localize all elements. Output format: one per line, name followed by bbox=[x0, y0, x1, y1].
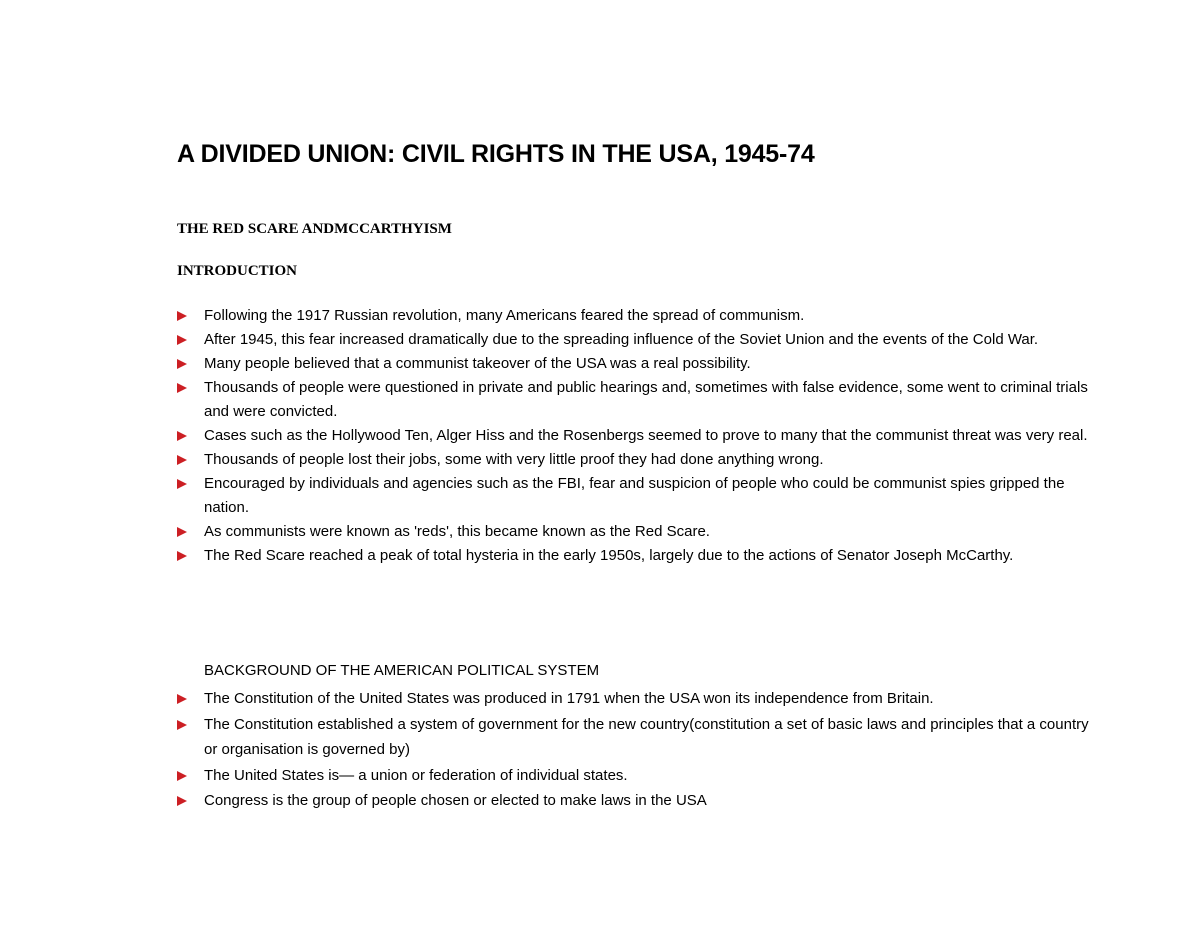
list-item-text: The United States is— a union or federation of individual states. bbox=[204, 766, 628, 784]
list-item-text: Many people believed that a communist takeover of the USA was a real possibility. bbox=[204, 355, 751, 372]
list-item bbox=[177, 448, 1097, 472]
list-item-text: Thousands of people lost their jobs, some with very little proof they had done anything wrong. bbox=[204, 451, 824, 468]
list-item-text: After 1945, this fear increased dramatically due to the spreading influence of the Soviet Union and the events of the Cold War. bbox=[204, 331, 1039, 348]
list-item-text: The Constitution established a system of government for the new country(constitution a set of basic laws and principles that a country or organisation is governed by) bbox=[204, 715, 1089, 758]
background-list bbox=[177, 686, 1097, 814]
list-item bbox=[177, 520, 1097, 544]
document-title: A DIVIDED UNION: CIVIL RIGHTS IN THE USA, 1945-74 bbox=[177, 140, 815, 168]
bullet-arrow-icon bbox=[177, 455, 187, 465]
list-item-text: The Red Scare reached a peak of total hysteria in the early 1950s, largely due to the actions of Senator Joseph McCarthy. bbox=[204, 547, 1014, 564]
list-item-text: The Constitution of the United States was produced in 1791 when the USA won its independence from Britain. bbox=[204, 690, 934, 707]
list-item bbox=[177, 328, 1097, 352]
list-item bbox=[177, 686, 1097, 712]
list-item-text: As communists were known as 'reds', this became known as the Red Scare. bbox=[204, 523, 710, 540]
bullet-arrow-icon bbox=[177, 431, 187, 441]
bullet-arrow-icon bbox=[177, 479, 187, 489]
introduction-list bbox=[177, 304, 1097, 568]
bullet-arrow-icon bbox=[177, 527, 187, 537]
list-item bbox=[177, 544, 1097, 568]
introduction-heading: INTRODUCTION bbox=[177, 263, 298, 279]
list-item bbox=[177, 472, 1097, 520]
list-item-text: Following the 1917 Russian revolution, many Americans feared the spread of communism. bbox=[204, 307, 805, 324]
list-item-text: Congress is the group of people chosen or elected to make laws in the USA bbox=[204, 792, 707, 809]
list-item bbox=[177, 712, 1097, 763]
bullet-arrow-icon bbox=[177, 694, 187, 704]
bullet-arrow-icon bbox=[177, 383, 187, 393]
list-item-text: Encouraged by individuals and agencies such as the FBI, fear and suspicion of people who could be communist spies gripped the nation. bbox=[204, 475, 1065, 516]
background-heading: BACKGROUND OF THE AMERICAN POLITICAL SYSTEM bbox=[204, 662, 600, 679]
bullet-arrow-icon bbox=[177, 720, 187, 730]
bullet-arrow-icon bbox=[177, 335, 187, 345]
list-item bbox=[177, 304, 1097, 328]
section-heading: THE RED SCARE ANDMCCARTHYISM bbox=[177, 221, 452, 237]
bullet-arrow-icon bbox=[177, 311, 187, 321]
list-item bbox=[177, 763, 1097, 789]
bullet-arrow-icon bbox=[177, 796, 187, 806]
list-item bbox=[177, 788, 1097, 814]
list-item-text: Cases such as the Hollywood Ten, Alger Hiss and the Rosenbergs seemed to prove to many that the communist threat was very real. bbox=[204, 427, 1088, 444]
bullet-arrow-icon bbox=[177, 551, 187, 561]
list-item bbox=[177, 376, 1097, 424]
list-item bbox=[177, 424, 1097, 448]
bullet-arrow-icon bbox=[177, 771, 187, 781]
list-item bbox=[177, 352, 1097, 376]
list-item-text: Thousands of people were questioned in private and public hearings and, sometimes with false evidence, some went to criminal trials and were convicted. bbox=[204, 379, 1088, 420]
bullet-arrow-icon bbox=[177, 359, 187, 369]
